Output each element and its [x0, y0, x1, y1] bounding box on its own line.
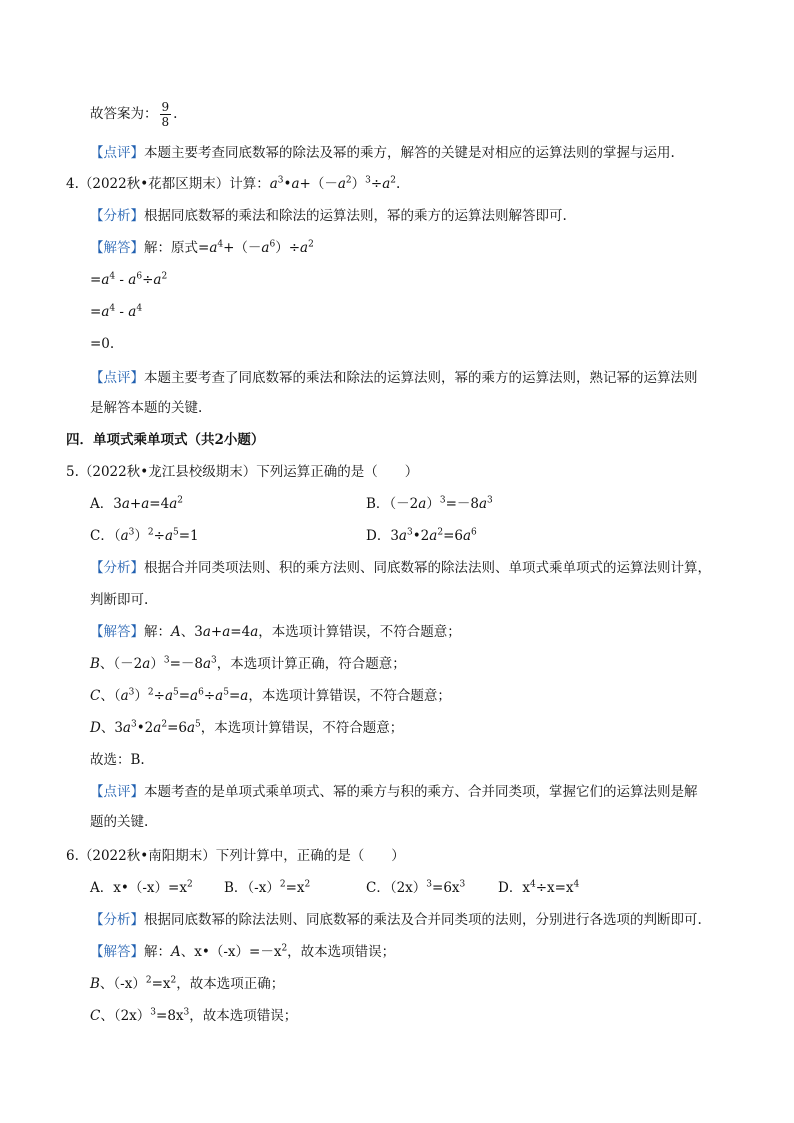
comment-line-4: 【点评】本题主要考查了同底数幂的乘法和除法的运算法则，幂的乘方的运算法则，熟记幂的运算法则	[90, 370, 698, 386]
option-5c: C．$(a^3)^2\div a^5=1$	[90, 527, 199, 544]
option-6b: B．$(-x)^2=x^2$	[224, 879, 311, 896]
question-5: 5.（2022秋•龙江县校级期末）下列运算正确的是（ ）	[66, 464, 419, 480]
solution-6b: B、$(-x)^2=x^2$，故本选项正确；	[90, 975, 285, 992]
option-5d: D．$3a^3•2a^2=6a^6$	[366, 527, 477, 544]
option-6d: D．$x^4\div x=x^4$	[498, 879, 580, 896]
solution-step-1: $=a^4 - a^6\div a^2$	[90, 271, 168, 288]
option-6a: A．$x•(-x)=x^2$	[90, 879, 193, 896]
solution-6c: C、$(2x)^3=8x^3$，故本选项错误；	[90, 1007, 298, 1024]
question-4: 4.（2022秋•花都区期末）计算：$a^3•a+(-a^2)^3\div a^2$.	[66, 175, 401, 192]
comment-line-5: 【点评】本题考查的是单项式乘单项式、幂的乘方与积的乘方、合并同类项，掌握它们的运算法则是解	[90, 784, 698, 800]
solution-5-choice: 故选：B.	[90, 752, 145, 768]
solution-step-2: $=a^4 - a^4$	[90, 303, 143, 320]
comment-line-4-cont: 是解答本题的关键.	[90, 400, 203, 416]
answer-line: 故答案为： $\frac{9}{8}$ .	[90, 100, 178, 129]
section-heading: 四．单项式乘单项式（共2小题）	[66, 432, 265, 448]
comment-tag: 【点评】	[90, 145, 144, 161]
solution-6a: 【解答】解：A、$x•(-x)=-x^2$，故本选项错误；	[90, 943, 396, 960]
solution-5a: 【解答】解：A、3a+a=4a，本选项计算错误，不符合题意；	[90, 624, 461, 640]
question-6: 6.（2022秋•南阳期末）下列计算中，正确的是（ ）	[66, 848, 405, 864]
option-5a: A．$3a+a=4a^2$	[90, 495, 183, 512]
solution-line: 【解答】解：原式$=a^4+(-a^6)\div a^2$	[90, 239, 314, 256]
option-5b: B．$(-2a)^3=-8a^3$	[366, 495, 493, 512]
option-6c: C．$(2x)^3=6x^3$	[366, 879, 466, 896]
solution-5c: C、$(a^3)^2\div a^5=a^6\div a^5=a$，本选项计算错误，不符合题意；	[90, 687, 451, 704]
comment-line: 【点评】本题主要考查同底数幂的除法及幂的乘方，解答的关键是对相应的运算法则的掌握与运用.	[90, 145, 675, 161]
answer-fraction: $\frac{9}{8}$	[161, 100, 170, 129]
analysis-line-5-cont: 判断即可.	[90, 592, 149, 608]
analysis-line: 【分析】根据同底数幂的乘法和除法的运算法则，幂的乘方的运算法则解答即可.	[90, 208, 567, 224]
solution-5b: B、$(-2a)^3=-8a^3$，本选项计算正确，符合题意；	[90, 655, 406, 672]
comment-line-5-cont: 题的关键.	[90, 814, 149, 830]
solution-5d: D、$3a^3•2a^2=6a^5$，本选项计算错误，不符合题意；	[90, 719, 404, 736]
analysis-line-5: 【分析】根据合并同类项法则、积的乘方法则、同底数幂的除法法则、单项式乘单项式的运算法则计算，	[90, 560, 711, 576]
solution-step-3: =0.	[90, 336, 115, 352]
answer-prefix: 故答案为：	[90, 106, 158, 122]
analysis-line-6: 【分析】根据同底数幂的除法法则、同底数幂的乘法及合并同类项的法则，分别进行各选项的判断即可.	[90, 912, 702, 928]
